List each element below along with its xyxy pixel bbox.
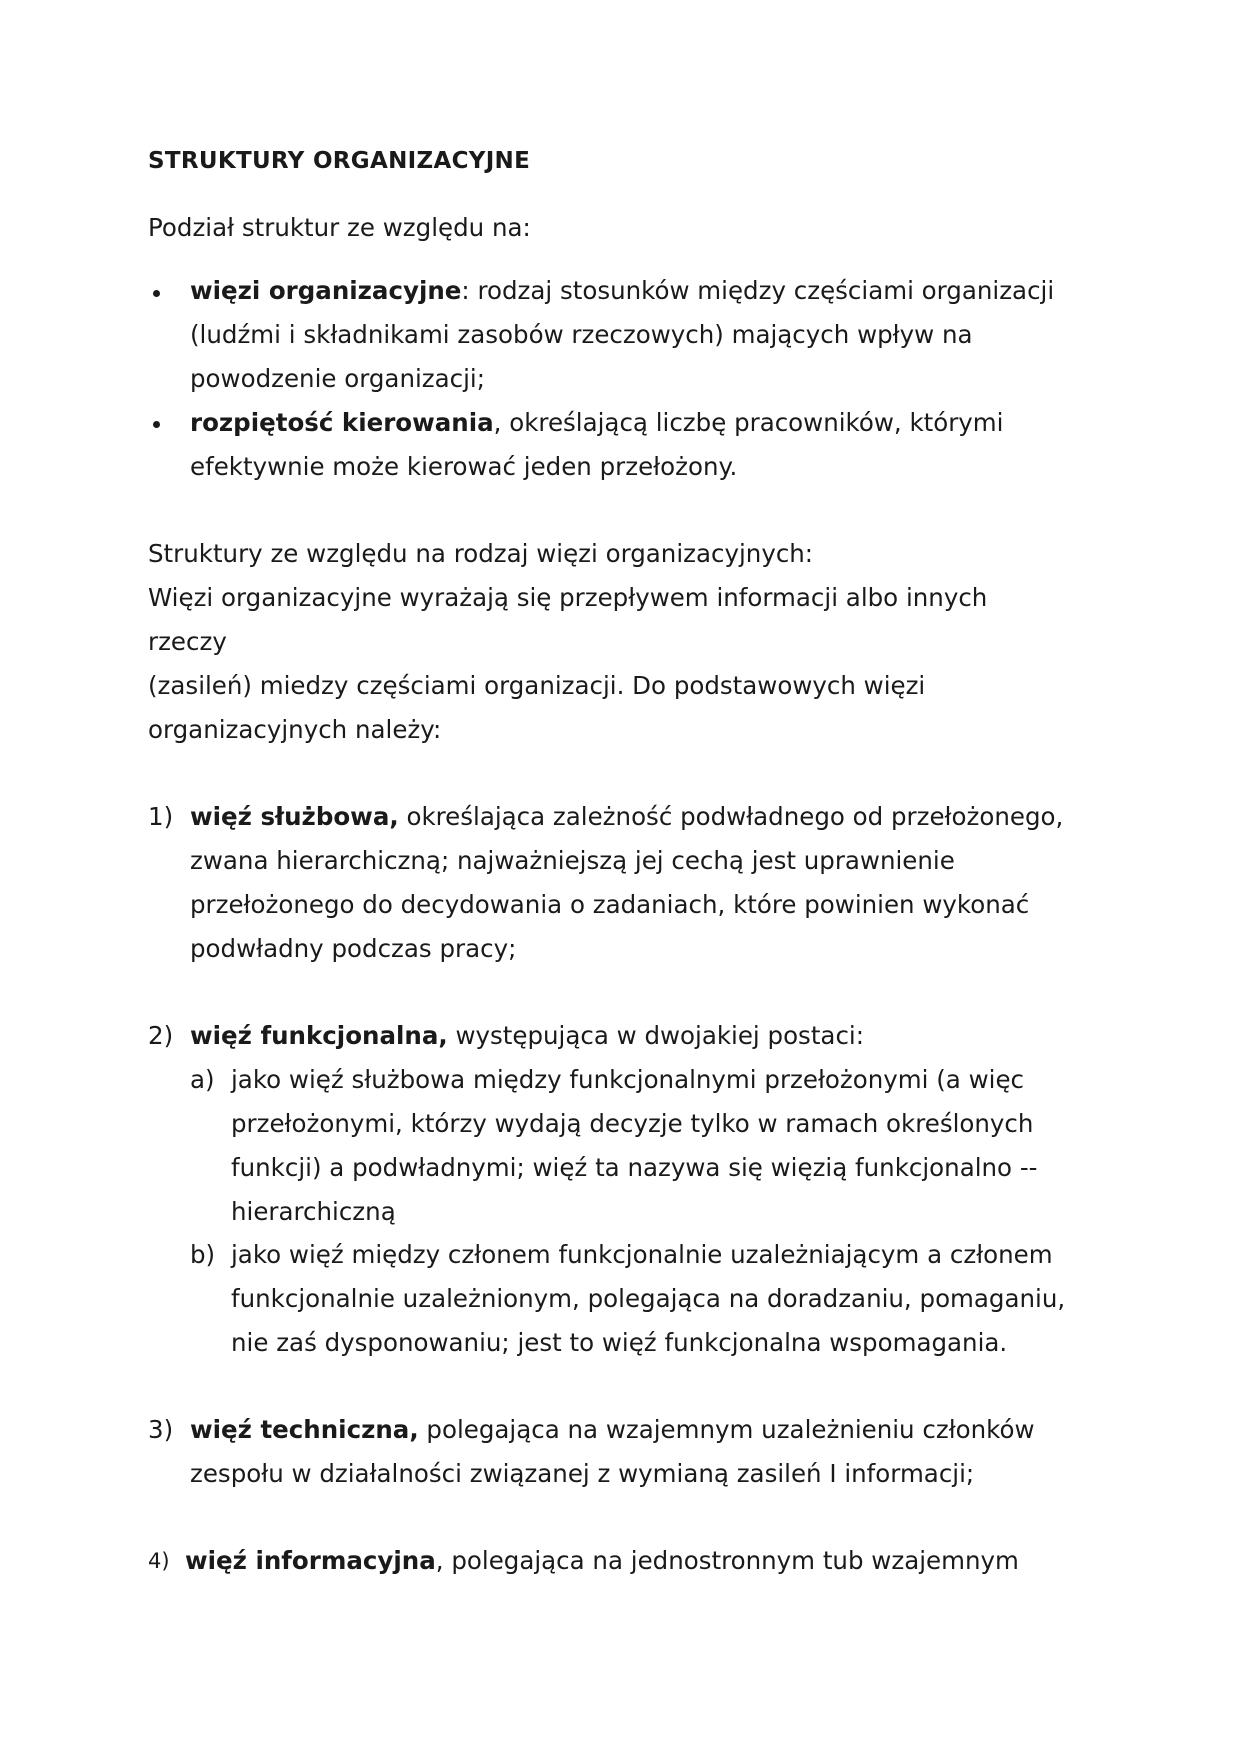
list-number: 2) — [148, 1021, 174, 1050]
bullet-item-1-line-2: (ludźmi i składnikami zasobów rzeczowych) mających wpływ na — [190, 320, 973, 349]
list-text: , polegająca na jednostronnym tub wzajemnym — [435, 1546, 1019, 1575]
sublist-item-b-line-1: jako więź między członem funkcjonalnie uzależniającym a członem — [231, 1240, 1053, 1269]
list-text: występująca w dwojakiej postaci: — [447, 1021, 864, 1050]
list-item-4-line-1 — [185, 1539, 1019, 1583]
bullet-dot — [153, 421, 160, 428]
bullet-item-2-line-1 — [190, 401, 1003, 445]
list-number: 3) — [148, 1415, 174, 1444]
list-number: 1) — [148, 802, 174, 831]
paragraph-line: (zasileń) miedzy częściami organizacji. Do podstawowych więzi — [148, 671, 926, 700]
paragraph-line: Struktury ze względu na rodzaj więzi organizacyjnych: — [148, 539, 814, 568]
list-item-1-line-4: podwładny podczas pracy; — [190, 934, 517, 963]
list-item-3-line-2: zespołu w działalności związanej z wymianą zasileń I informacji; — [190, 1459, 975, 1488]
paragraph-line: Więzi organizacyjne wyrażają się przepływem informacji albo innych — [148, 583, 988, 612]
sublist-item-a-line-4: hierarchiczną — [231, 1197, 396, 1226]
list-text: określająca zależność podwładnego od przełożonego, — [398, 802, 1064, 831]
list-item-1-line-1 — [190, 795, 1063, 839]
list-term: więź służbowa, — [190, 802, 399, 831]
sublist-letter: b) — [190, 1240, 216, 1269]
bullet-text: : rodzaj stosunków między częściami organizacji — [461, 276, 1055, 305]
list-item-1-line-2: zwana hierarchiczną; najważniejszą jej cechą jest uprawnienie — [190, 846, 955, 875]
sublist-item-b-line-3: nie zaś dysponowaniu; jest to więź funkcjonalna wspomagania. — [231, 1328, 1008, 1357]
list-number: 4) — [148, 1549, 170, 1573]
sublist-item-a-line-3: funkcji) a podwładnymi; więź ta nazywa się więzią funkcjonalno -- — [231, 1153, 1038, 1182]
sublist-item-a-line-2: przełożonymi, którzy wydają decyzje tylko w ramach określonych — [231, 1109, 1034, 1138]
list-item-3-line-1 — [190, 1408, 1035, 1452]
sublist-item-b-line-2: funkcjonalnie uzależnionym, polegająca na doradzaniu, pomaganiu, — [231, 1284, 1066, 1313]
sublist-item-a-line-1: jako więź służbowa między funkcjonalnymi przełożonymi (a więc — [231, 1065, 1024, 1094]
list-item-1-line-3: przełożonego do decydowania o zadaniach, które powinien wykonać — [190, 890, 1030, 919]
list-item-2-line-1 — [190, 1014, 864, 1058]
sublist-letter: a) — [190, 1065, 215, 1094]
document-title: STRUKTURY ORGANIZACYJNE — [148, 148, 531, 174]
paragraph-line: organizacyjnych należy: — [148, 715, 442, 744]
list-term: więź funkcjonalna, — [190, 1021, 448, 1050]
bullet-term: więzi organizacyjne — [190, 276, 462, 305]
bullet-text: , określającą liczbę pracowników, którymi — [493, 408, 1004, 437]
bullet-dot — [153, 290, 160, 297]
paragraph-line: rzeczy — [148, 627, 227, 656]
bullet-item-1-line-1 — [190, 269, 1054, 313]
intro-paragraph: Podział struktur ze względu na: — [148, 213, 531, 242]
bullet-term: rozpiętość kierowania — [190, 408, 494, 437]
bullet-item-1-line-3: powodzenie organizacji; — [190, 364, 485, 393]
bullet-item-2-line-2: efektywnie może kierować jeden przełożony. — [190, 452, 738, 481]
list-text: polegająca na wzajemnym uzależnieniu członków — [418, 1415, 1035, 1444]
list-term: więź techniczna, — [190, 1415, 419, 1444]
list-term: więź informacyjna — [185, 1546, 436, 1575]
